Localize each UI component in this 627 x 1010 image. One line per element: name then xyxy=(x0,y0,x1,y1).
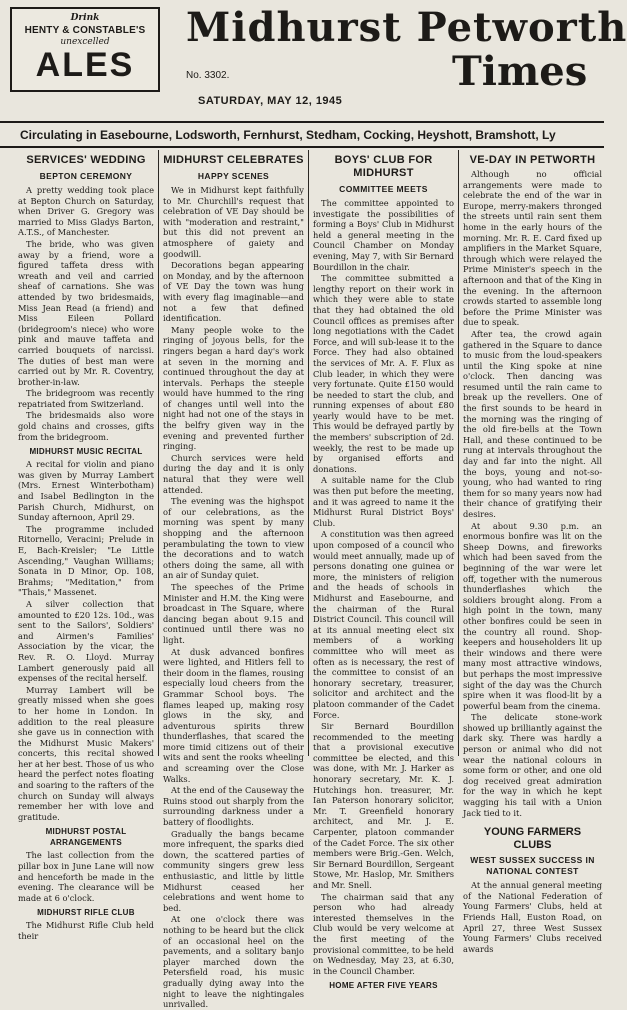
subhead-postal-arrangements: ARRANGEMENTS xyxy=(49,838,123,848)
article-paragraph: At dusk advanced bonfires were lighted, and Hitlers fell to their doom in the flames, rousing especially loud cheers from the Grammar School boys. The flames leaped up, making rosy glows in the sky, and adventurous spirits threw thunderflashes, that scared the more timid citizens out of their wits and sent the rooks wheeling and screaming over the Close Walks. xyxy=(163,646,304,784)
article-paragraph: The delicate stone-work showed up brilliantly against the dark sky. There was hardly a person or animal who did not wear the national colours in some form or other, and one old dog received great admiration for the way in which he kept wagging his tail with a Union Jack tied to it. xyxy=(463,712,602,818)
article-paragraph: The bride, who was given away by a friend, wore a figured taffeta dress with wreath and veil and carried sheaf of carnations. She was attended by two bridesmaids, Miss Jean Read (a friend) and Miss Eileen Pollard (bridegroom's niece) who wore pink and mauve taffeta and carried bouquets of narcissi. The duties of best man were carried out by Mr. R. Coventry, brother-in-law. xyxy=(18,238,154,387)
article-paragraph: The speeches of the Prime Minister and H.M. the King were broadcast in The Square, where dancing began about 9.15 and continued until there was no light. xyxy=(163,581,304,645)
article-paragraph: A recital for violin and piano was given by Murray Lambert (Mrs. Ernest Winterbotham) and Isabel Bedlington in the Parish Church, Midhurst, on Sunday afternoon, April 29. xyxy=(18,459,154,523)
headline-midhurst: MIDHURST xyxy=(353,167,414,179)
column-midhurst-celebrates xyxy=(163,152,304,1010)
subhead-west-sussex-success: WEST SUSSEX SUCCESS IN xyxy=(470,855,595,866)
circulation-line: Circulating in Easebourne, Lodsworth, Fernhurst, Stedham, Cocking, Heyshott, Bramshott, Ly xyxy=(20,128,556,142)
column-services-wedding xyxy=(18,152,154,941)
article-paragraph: The Midhurst Rifle Club held their xyxy=(18,920,154,941)
article-paragraph: The committee submitted a lengthy report on their work in which they were able to state that they had obtained the old Council offices as premises after long negotiations with the Cadet Force, and will sub-lease it to the Force. They had also obtained the services of Mr. A. F. Flux as Club leader, in which they were very fortunate. Quite £150 would be needed to start the club, and running expenses of about £80 yearly would have to be met. This would be defrayed partly by the members' subscription of 2d. weekly, the rest to be made up by organised efforts and donations. xyxy=(313,273,454,474)
article-paragraph: The bridegroom was recently repatriated from Switzerland. xyxy=(18,388,154,409)
article-paragraph: At the end of the Causeway the Ruins stood out sharply from the surrounding darkness under a battery of floodlights. xyxy=(163,785,304,828)
headline-boys-club: BOYS' CLUB FOR xyxy=(334,154,433,166)
headline-services-wedding: SERVICES' WEDDING xyxy=(26,154,146,166)
issue-date: SATURDAY, MAY 12, 1945 xyxy=(198,95,343,107)
article-paragraph: Many people woke to the ringing of joyous bells, for the ringers began a hard day's work at seven in the morning and continued throughout the day at intervals. Perhaps the steeple would have hummed to the ring of changes until well into the night had not one of the stays in the belfry given way in the evening and prevented further ringing. xyxy=(163,324,304,452)
article-paragraph: The bridesmaids also wore gold chains and crosses, gifts from the bridegroom. xyxy=(18,410,154,442)
subhead-rifle-club: MIDHURST RIFLE CLUB xyxy=(37,908,135,918)
article-paragraph: The programme included Ritornello, Veracini; Prelude in E, Bach-Kreisler; "Le Little Ascending," Vaughan Williams; Sonata in D Minor, Op. 108, Brahms; "Meditation," from "Thais," Massenet. xyxy=(18,523,154,598)
headline-ve-day-petworth: VE-DAY IN PETWORTH xyxy=(469,154,596,166)
subhead-committee-meets: COMMITTEE MEETS xyxy=(339,184,428,194)
article-paragraph: At one o'clock there was nothing to be heard but the click of an occasional heel on the pavements, and a solitary banjo player marched down the Petersfield road, his music gradually dying away into the night to leave the nightingales unrivalled. xyxy=(163,914,304,1010)
ad-product-text: ALES xyxy=(35,46,135,84)
article-paragraph: A suitable name for the Club was then put before the meeting, and it was agreed to name it the Midhurst Rural District Boys' Club. xyxy=(313,475,454,528)
article-paragraph: The chairman said that any person who had already interested themselves in the Club would be very welcome at the first meeting of the provisional committee, to be held on Wednesday, May 23, at 6.30, in the Council Chamber. xyxy=(313,891,454,976)
column-boys-club xyxy=(313,152,454,991)
column-ve-day-petworth xyxy=(463,152,602,954)
ad-brewer-text: HENTY & CONSTABLE'S xyxy=(24,25,146,36)
article-paragraph: After tea, the crowd again gathered in the Square to dance to music from the loud-speakers until the King spoke at nine o'clock. Then dancing was resumed until the rain came to break up the revellers. One of the first sounds to be heard in the morning was the ringing of the old fire-bells at the Town Hall, and these continued to be rung at intervals throughout the day and far into the night. All the boys, young and not-so-young, who had wanted to ring them for so many years now had their chance of gratifying their desires. xyxy=(463,328,602,519)
article-paragraph: Gradually the bangs became more infrequent, the sparks died down, the scattered parties of community singers grew less enthusiastic, and little by little Midhurst ceased her celebrations and went home to bed. xyxy=(163,828,304,913)
article-paragraph: At about 9.30 p.m. an enormous bonfire was lit on the Sheep Downs, and fireworks which had been saved from the beginning of the war were let off, together with the numerous thunderflashes which the soldiers brought along. From a high point in the town, many other bonfires could be seen in the country all round. Shop-keepers and householders lit up their windows and there were many most attractive windows, but perhaps the most impressive sight of the day was the Church spire when it was flood-lit by a powerful beam from the cinema. xyxy=(463,520,602,711)
article-paragraph: We in Midhurst kept faithfully to Mr. Churchill's request that celebration of VE Day should be with "moderation and restraint," but this did not prevent an atmosphere of gaiety and goodwill. xyxy=(163,185,304,259)
article-paragraph: Murray Lambert will be greatly missed when she goes to her home in London. In addition to the real pleasure she gave us in connection with the Midhurst Music Makers' concerts, this recital showed her at her best. Those of us who heard the perfect notes floating and soaring to the rafters of the church on Sunday will always remember her with love and gratitude. xyxy=(18,684,154,822)
article-paragraph: Sir Bernard Bourdillon recommended to the meeting that a provisional executive committee be elected, and this was done, with Mr. J. Harker as honorary secretary, Mr. K. J. Hutchings hon. treasurer, Mr. Ian Paterson honorary solicitor, Mr. T. Greenfield honorary architect, and Mr. J. E. Carpenter, platoon commander of the Cadet Force. The six other members were Brig.-Gen. Welch, Sir Bernard Bourdillon, Sergeant Stowe, Mr. Haslop, Mr. Smithers and Mr. Snell. xyxy=(313,721,454,890)
subhead-home-after-five-years: HOME AFTER FIVE YEARS xyxy=(329,981,438,991)
column-divider xyxy=(158,150,159,756)
subhead-happy-scenes: HAPPY SCENES xyxy=(197,171,270,181)
newspaper-title: Midhurst Petworth xyxy=(186,4,627,51)
article-paragraph: Church services were held during the day and it is only natural that they were well attended. xyxy=(163,452,304,495)
article-paragraph: Decorations began appearing on Monday, and by the afternoon of VE Day the town was hung with every flag imaginable—and not a few that defined identification. xyxy=(163,260,304,324)
article-paragraph: Although no official arrangements were made to celebrate the end of the war in Europe, merry-makers thronged the streets until rain sent them home in the early hours of the morning. Mr. R. E. Card fixed up amplifiers in the Market Square, through which were relayed the Prime Minister's speech in the afternoon and that of the King in the evening. In the afternoon crowds started to assemble long before the Prime Minister was due to speak. xyxy=(463,169,602,328)
masthead-rule-bottom xyxy=(0,146,604,148)
subhead-postal: MIDHURST POSTAL xyxy=(45,827,127,837)
article-paragraph: The committee appointed to investigate the possibilities of forming a Boys' Club in Midhurst held a general meeting in the Council Chamber on Monday evening, May 7, with Sir Bernard Bourdillon in the chair. xyxy=(313,198,454,272)
article-paragraph: At the annual general meeting of the National Federation of Young Farmers' Clubs, held at Friends Hall, Euston Road, on April 27, three West Sussex Young Farmers' Clubs received awards xyxy=(463,880,602,954)
column-divider xyxy=(308,150,309,756)
column-divider xyxy=(458,150,459,756)
newspaper-title-times: Times xyxy=(452,48,588,95)
ales-advertisement xyxy=(10,7,160,92)
subhead-national-contest: NATIONAL CONTEST xyxy=(486,866,579,877)
ad-unexcelled-text: unexcelled xyxy=(60,37,110,47)
subhead-music-recital: MIDHURST MUSIC RECITAL xyxy=(29,447,143,457)
headline-young-farmers: YOUNG FARMERS xyxy=(483,826,582,839)
headline-midhurst-celebrates: MIDHURST CELEBRATES xyxy=(163,154,304,166)
ad-drink-text: Drink xyxy=(70,13,100,23)
issue-number: No. 3302. xyxy=(186,70,230,81)
headline-clubs: CLUBS xyxy=(513,839,552,852)
article-paragraph: The last collection from the pillar box in June Lane will now and henceforth be made in the evening. The clearance will be made at 6 o'clock. xyxy=(18,850,154,903)
article-paragraph: A pretty wedding took place at Bepton Church on Saturday, when Driver G. Gregory was married to Miss Gladys Barton, A.T.S., of Manchester. xyxy=(18,185,154,238)
subhead-bepton-ceremony: BEPTON CEREMONY xyxy=(39,171,133,181)
article-paragraph: A silver collection that amounted to £20 12s. 10d., was sent to the Sailors', Soldiers' and Airmen's Families' Association by the vicar, the Rev. R. O. Lloyd. Murray Lambert generously paid all expenses of the recital herself. xyxy=(18,598,154,684)
article-paragraph: A constitution was then agreed upon composed of a council who would meet annually, made up of persons donating one guinea or more, the ministers of religion and the heads of schools in Midhurst and Easebourne, and the chairman of the Rural District Council. This council will at its annual meeting elect six members of a working committee who will meet as often as is necessary, the rest of the committee to consist of an honorary secretary, treasurer, solicitor and architect and the platoon commander of the Cadet Force. xyxy=(313,529,454,720)
article-paragraph: The evening was the highspot of our celebrations, as the morning was spent by many shopping and the afternoon perambulating the town to view the decorations and to watch others doing the same, all with an air of Sunday quiet. xyxy=(163,496,304,581)
masthead-rule-top xyxy=(0,121,604,123)
